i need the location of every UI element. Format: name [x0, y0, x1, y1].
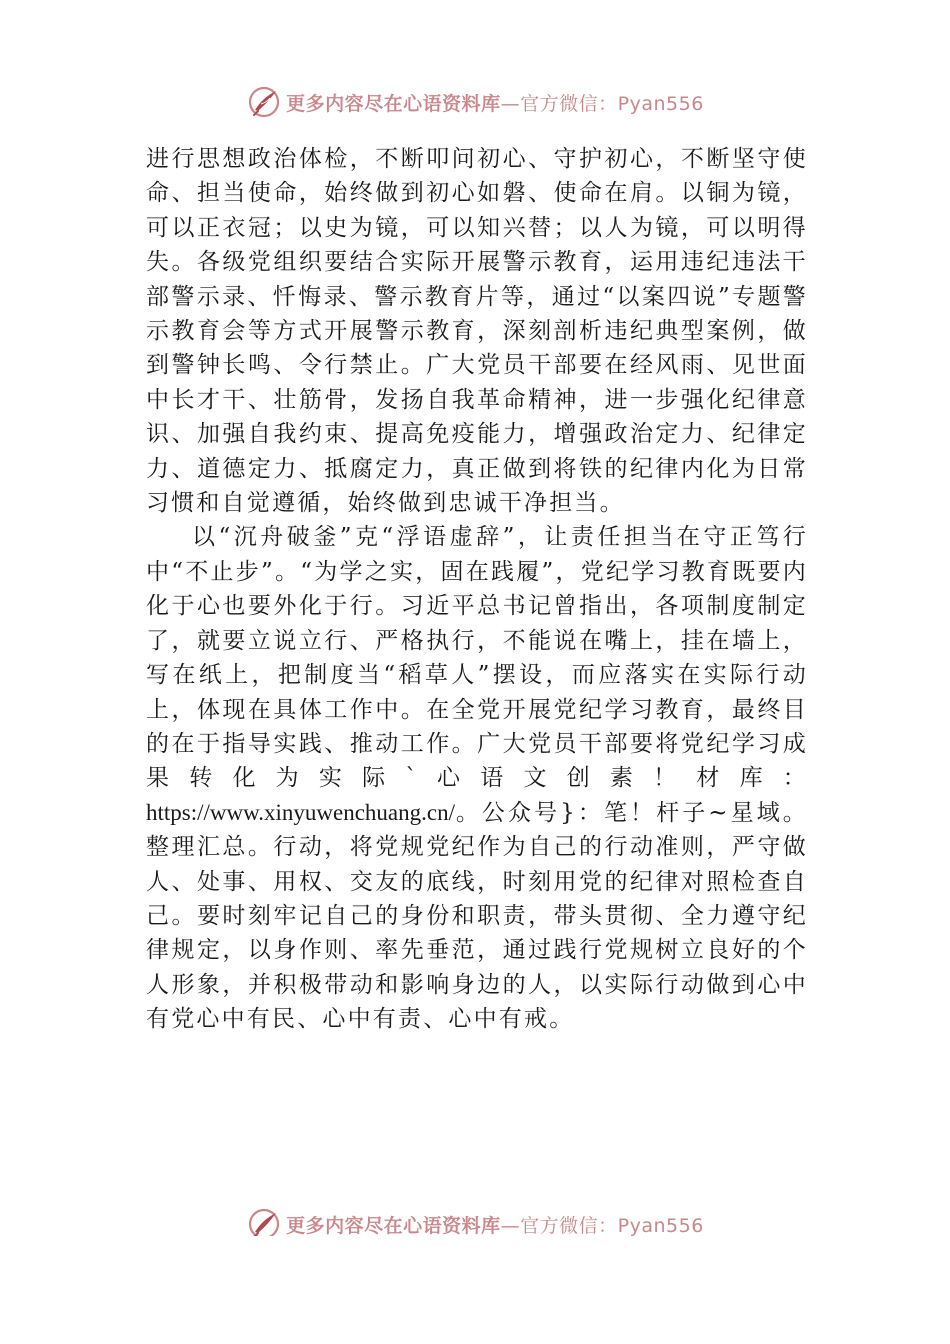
- header-banner-text-main: 更多内容尽在心语资料库: [286, 92, 501, 115]
- paragraph-1: 进行思想政治体检，不断叩问初心、守护初心，不断坚守使命、担当使命，始终做到初心如磐、使命在肩。以铜为镜，可以正衣冠；以史为镜，可以知兴替；以人为镜，可以明得失。各级党组织要结合实际开展警示教育，运用违纪违法干部警示录、忏悔录、警示教育片等，通过“以案四说”专题警示教育会等方式开展警示教育，深刻剖析违纪典型案例，做到警钟长鸣、令行禁止。广大党员干部要在经风雨、见世面中长才干、壮筋骨，发扬自我革命精神，进一步强化纪律意识、加强自我约束、提高免疫能力，增强政治定力、纪律定力、道德定力、抵腐定力，真正做到将铁的纪律内化为日常习惯和自觉遵循，始终做到忠诚干净担当。: [146, 146, 808, 517]
- footer-banner-text: [286, 1211, 704, 1237]
- footer-banner: [0, 1206, 950, 1236]
- header-banner-text: [286, 89, 704, 116]
- footer-banner-text-main: 更多内容尽在心语资料库: [286, 1214, 501, 1236]
- paragraph-2-url: https://www.xinyuwenchuang.cn/: [146, 799, 455, 825]
- header-banner-inner: [246, 84, 704, 120]
- quill-logo-icon: [246, 84, 282, 120]
- quill-logo-icon: [246, 1206, 282, 1236]
- document-body: [146, 142, 808, 1037]
- header-banner: [0, 84, 950, 120]
- paragraph-2: [146, 520, 808, 1036]
- footer-banner-text-contact: —官方微信：Pyan556: [500, 1214, 704, 1236]
- paragraph-2-part-a: 以“沉舟破釜”克“浮语虚辞”，让责任担当在守正笃行中“不止步”。“为学之实，固在践履”，党纪学习教育既要内化于心也要外化于行。习近平总书记曾指出，各项制度制定了，就要立说立行、严格执行，不能说在嘴上，挂在墙上，写在纸上，把制度当“稻草人”摆设，而应落实在实际行动上，体现在具体工作中。在全党开展党纪学习教育，最终目的在于指导实践、推动工作。广大党员干部要将党纪学习成果转化为实际`心语文创素！材库：: [146, 524, 808, 792]
- header-banner-text-contact: —官方微信：Pyan556: [500, 92, 704, 115]
- footer-banner-inner: [246, 1206, 704, 1236]
- paragraph-2-part-b: 。公众号}：笔！杆子~星域。整理汇总。行动，将党规党纪作为自己的行动准则，严守做人、处事、用权、交友的底线，时刻用党的纪律对照检查自己。要时刻牢记自己的身份和职责，带头贯彻、全力遵守纪律规定，以身作则、率先垂范，通过践行党规树立良好的个人形象，并积极带动和影响身边的人，以实际行动做到心中有党心中有民、心中有责、心中有戒。: [146, 799, 808, 1033]
